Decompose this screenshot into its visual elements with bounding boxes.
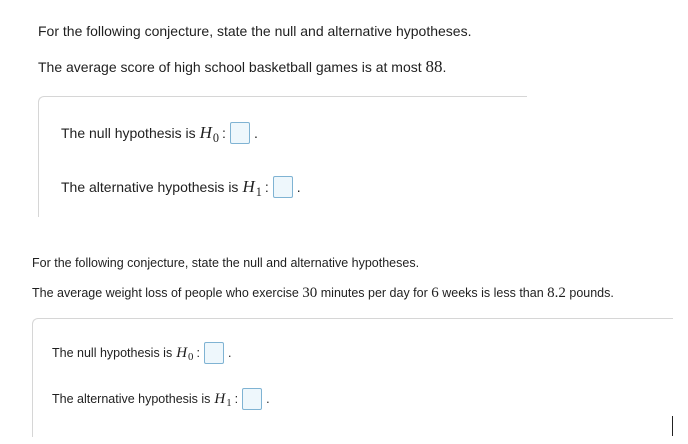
question1-statement [38, 57, 446, 77]
question2-statement: The average weight loss of people who exercise 30 minutes per day for 6 weeks is less than 8.2 pounds. [32, 285, 614, 301]
question2-null-hypothesis [52, 342, 231, 364]
question2-value-pounds: 8.2 [547, 285, 566, 301]
null-hypothesis-answer-box[interactable] [204, 342, 224, 364]
colon: : [222, 125, 226, 141]
alternative-hypothesis-answer-box[interactable] [242, 388, 262, 410]
question1-alternative-hypothesis [61, 176, 301, 198]
question2-value-weeks: 6 [431, 285, 439, 301]
alternative-hypothesis-label: The alternative hypothesis is [52, 392, 211, 406]
colon: : [264, 179, 269, 195]
question2-alternative-hypothesis [52, 388, 270, 410]
question2-answer-panel [32, 318, 673, 437]
null-hypothesis-answer-box[interactable] [230, 122, 250, 144]
h1-symbol: $H_1$ [214, 390, 232, 410]
question1-null-hypothesis [61, 122, 258, 144]
question1-statement-end: . [442, 59, 447, 75]
period: . [296, 179, 301, 195]
question2-value-minutes: 30 [302, 285, 318, 301]
period: . [253, 125, 258, 141]
question1-value: 88 [425, 57, 443, 76]
alternative-hypothesis-label: The alternative hypothesis is [61, 179, 239, 195]
question2-prompt: For the following conjecture, state the null and alternative hypotheses. [32, 256, 420, 270]
h0-symbol: $H_0$ [199, 123, 220, 146]
question1-statement-text: The average score of high school basketball games is at most [38, 59, 426, 75]
colon: : [196, 346, 200, 360]
question1-prompt: For the following conjecture, state the null and alternative hypotheses. [38, 23, 472, 39]
h0-symbol: $H_0$ [176, 344, 194, 364]
text-cursor [672, 416, 673, 436]
null-hypothesis-label: The null hypothesis is [52, 346, 173, 360]
period: . [266, 392, 270, 406]
alternative-hypothesis-answer-box[interactable] [273, 176, 293, 198]
h1-symbol: $H_1$ [242, 177, 262, 200]
colon: : [234, 392, 239, 406]
question1-answer-panel [38, 96, 527, 217]
null-hypothesis-label: The null hypothesis is [61, 125, 196, 141]
period: . [227, 346, 232, 360]
